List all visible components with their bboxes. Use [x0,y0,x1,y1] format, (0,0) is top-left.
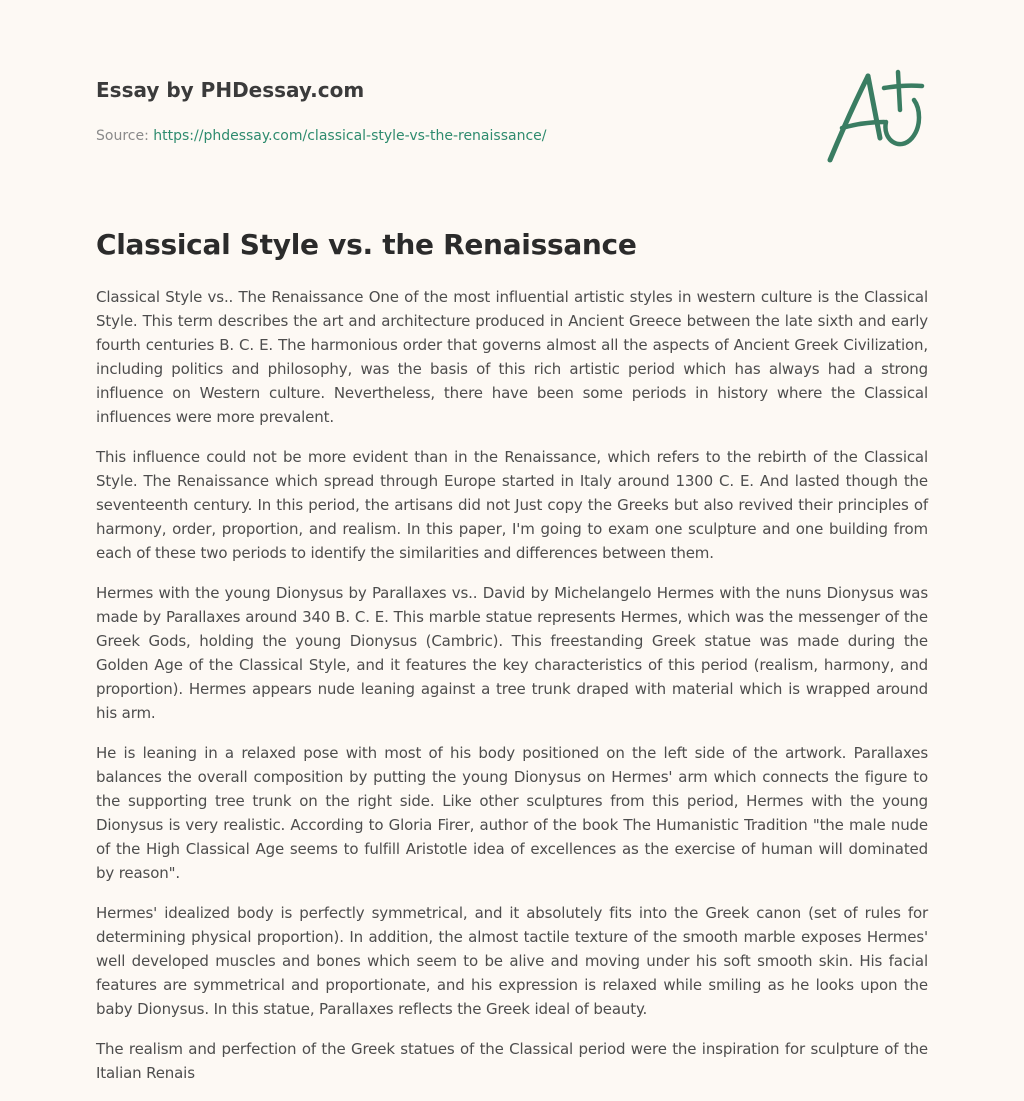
essay-paragraph: Hermes' idealized body is perfectly symmetrical, and it absolutely fits into the Greek canon (set of rules for determining physical proportion). In addition, the almost tactile texture of the smooth marble exposes Hermes' well developed muscles and bones which seem to be alive and moving under his soft smooth skin. His facial features are symmetrical and proportionate, and his expression is relaxed while smiling as he looks upon the baby Dionysus. In this statue, Parallaxes reflects the Greek ideal of beauty. [96,904,928,1018]
essay-title: Classical Style vs. the Renaissance [96,228,637,261]
essay-paragraph: Classical Style vs.. The Renaissance One of the most influential artistic styles in western culture is the Classical Style. This term describes the art and architecture produced in Ancient Greece between the late sixth and early fourth centuries B. C. E. The harmonious order that governs almost all the aspects of Ancient Greek Civilization, including politics and philosophy, was the basis of this rich artistic period which has always had a strong influence on Western culture. Nevertheless, there have been some periods in history where the Classical influences were more prevalent. [96,288,928,426]
essay-paragraph: He is leaning in a relaxed pose with most of his body positioned on the left side of the artwork. Parallaxes balances the overall composition by putting the young Dionysus on Hermes' arm which connects the figure to the supporting tree trunk on the right side. Like other sculptures from this period, Hermes with the young Dionysus is very realistic. According to Gloria Firer, author of the book The Humanistic Tradition "the male nude of the High Classical Age seems to fulfill Aristotle idea of excellences as the exercise of human will dominated by reason". [96,744,928,882]
source-link[interactable]: https://phdessay.com/classical-style-vs-the-renaissance/ [153,128,547,144]
essay-paragraph: The realism and perfection of the Greek statues of the Classical period were the inspiration for sculpture of the Italian Renais [96,1040,928,1082]
source-label: Source: [96,128,154,144]
essay-body [96,285,928,1101]
a-plus-grade-icon [820,66,930,166]
essay-header [96,76,796,146]
brand-title: Essay by PHDessay.com [96,78,365,102]
source-line [96,126,796,146]
essay-paragraph: Hermes with the young Dionysus by Parallaxes vs.. David by Michelangelo Hermes with the nuns Dionysus was made by Parallaxes around 340 B. C. E. This marble statue represents Hermes, which was the messenger of the Greek Gods, holding the young Dionysus (Cambric). This freestanding Greek statue was made during the Golden Age of the Classical Style, and it features the key characteristics of this period (realism, harmony, and proportion). Hermes appears nude leaning against a tree trunk draped with material which is wrapped around his arm. [96,584,928,722]
essay-paragraph: This influence could not be more evident than in the Renaissance, which refers to the rebirth of the Classical Style. The Renaissance which spread through Europe started in Italy around 1300 C. E. And lasted though the seventeenth century. In this period, the artisans did not Just copy the Greeks but also revived their principles of harmony, order, proportion, and realism. In this paper, I'm going to exam one sculpture and one building from each of these two periods to identify the similarities and differences between them. [96,448,928,562]
